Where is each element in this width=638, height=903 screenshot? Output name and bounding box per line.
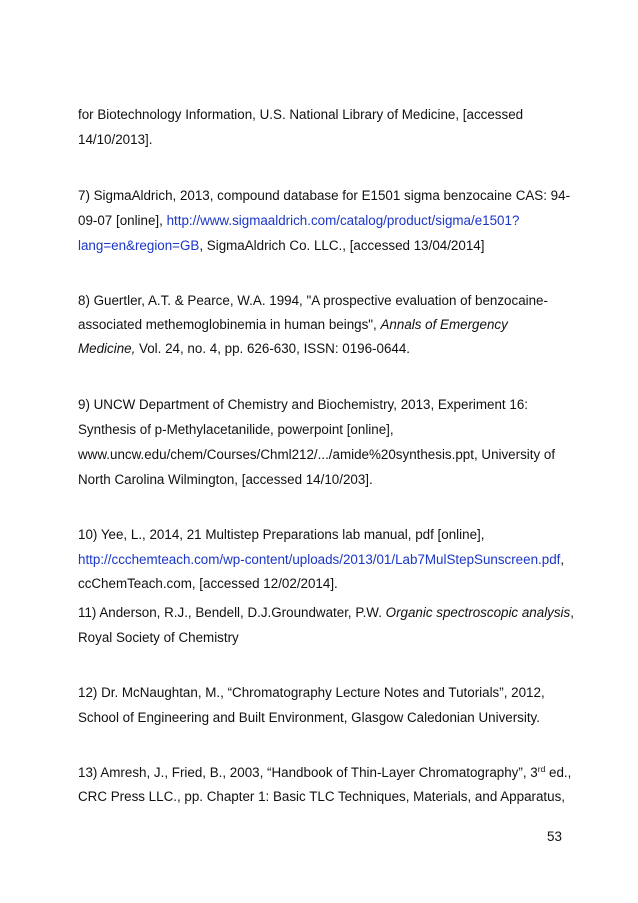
ref7-url-link-cont[interactable]: lang=en&region=GB [78, 238, 200, 253]
ref10-line2 [78, 552, 564, 568]
ref11-line1-text: 11) Anderson, R.J., Bendell, D.J.Groundwater, P.W. [78, 605, 386, 620]
ref10-url-link[interactable]: http://ccchemteach.com/wp-content/uploads/2013/01/Lab7MulStepSunscreen.pdf [78, 552, 561, 567]
ref7-line3 [78, 238, 484, 254]
ref8-line3-text: Vol. 24, no. 4, pp. 626-630, ISSN: 0196-0644. [135, 341, 411, 356]
page-number: 53 [547, 829, 562, 844]
ref7-url-link[interactable]: http://www.sigmaaldrich.com/catalog/product/sigma/e1501? [166, 213, 520, 228]
ref8-journal-title-cont: Medicine, [78, 341, 136, 356]
ref12-line2: School of Engineering and Built Environment, Glasgow Caledonian University. [78, 710, 540, 725]
ref12-line1: 12) Dr. McNaughtan, M., “Chromatography Lecture Notes and Tutorials”, 2012, [78, 685, 545, 700]
ref13-line1-text: 13) Amresh, J., Fried, B., 2003, “Handbook of Thin-Layer Chromatography”, 3 [78, 765, 538, 780]
ref11-book-title: Organic spectroscopic analysis [385, 605, 571, 620]
ref13-line2: CRC Press LLC., pp. Chapter 1: Basic TLC Techniques, Materials, and Apparatus, [78, 789, 566, 804]
ref8-line1: 8) Guertler, A.T. & Pearce, W.A. 1994, "A prospective evaluation of benzocaine- [78, 293, 548, 308]
ref10-line3: ccChemTeach.com, [accessed 12/02/2014]. [78, 576, 338, 591]
ref10-line1: 10) Yee, L., 2014, 21 Multistep Preparations lab manual, pdf [online], [78, 527, 485, 542]
ref8-line2 [78, 317, 508, 333]
ref11-line1-punct: , [570, 605, 574, 620]
ref10-line2-text: , [560, 552, 565, 567]
ref13-line1 [78, 765, 571, 781]
ref8-line2-text: associated methemoglobinemia in human beings", [78, 317, 381, 332]
ref11-line1 [78, 605, 574, 621]
ref9-line1: 9) UNCW Department of Chemistry and Biochemistry, 2013, Experiment 16: [78, 397, 528, 412]
ref8-journal-title: Annals of Emergency [380, 317, 508, 332]
ref7-line3-text: , SigmaAldrich Co. LLC., [accessed 13/04/2014] [199, 238, 485, 253]
ref13-line1-end: ed., [545, 765, 572, 780]
ref9-line3: www.uncw.edu/chem/Courses/Chml212/.../amide%20synthesis.ppt, University of [78, 447, 556, 462]
ref8-line3 [78, 341, 410, 357]
ref9-line2: Synthesis of p-Methylacetanilide, powerpoint [online], [78, 422, 394, 437]
ref7-line2 [78, 213, 519, 229]
ref7-line1: 7) SigmaAldrich, 2013, compound database for E1501 sigma benzocaine CAS: 94- [78, 188, 571, 203]
ref9-line4: North Carolina Wilmington, [accessed 14/10/203]. [78, 472, 373, 487]
ref6-line2: 14/10/2013]. [78, 132, 153, 147]
ref13-superscript: rd [537, 764, 546, 774]
ref11-line2: Royal Society of Chemistry [78, 630, 239, 645]
ref6-line1: for Biotechnology Information, U.S. National Library of Medicine, [accessed [78, 107, 524, 122]
ref7-line2-text: 09-07 [online], [78, 213, 167, 228]
